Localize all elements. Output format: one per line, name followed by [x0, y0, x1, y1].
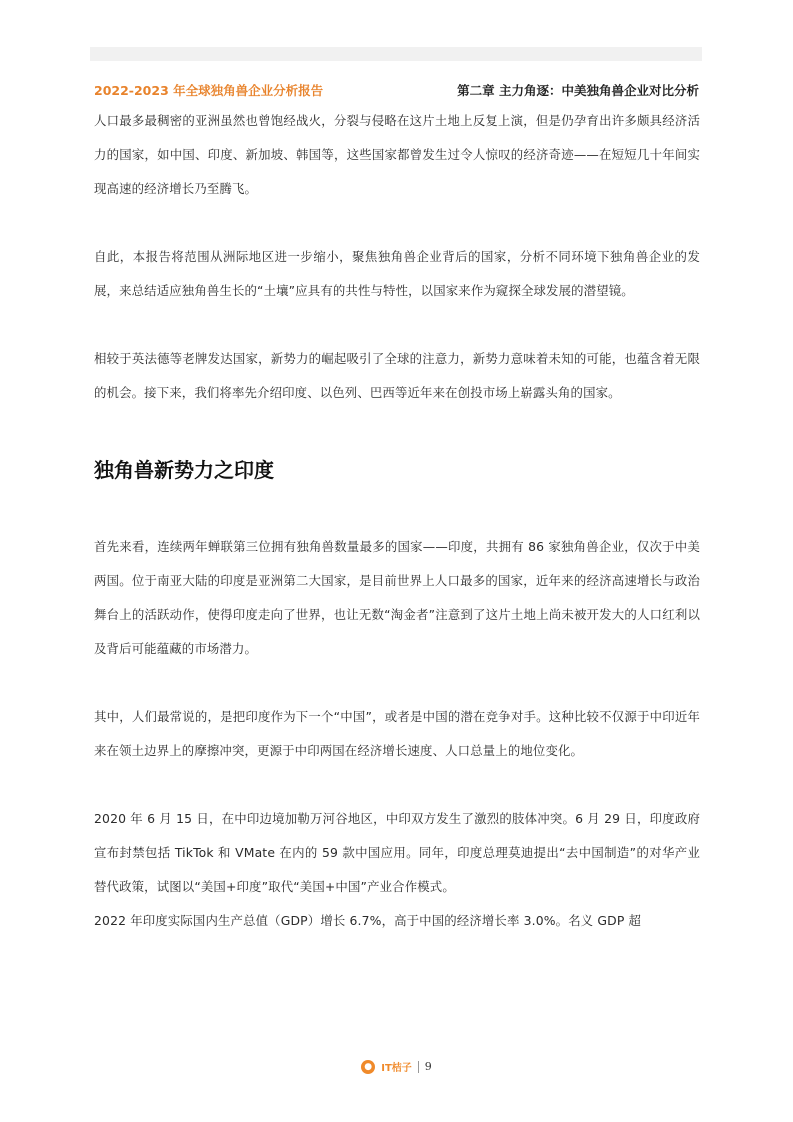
section-heading: 独角兽新势力之印度	[94, 458, 274, 482]
paragraph-gdp: 2022 年印度实际国内生产总值（GDP）增长 6.7%，高于中国的经济增长率 3.0%。名义 GDP 超	[94, 913, 642, 928]
footer-divider	[418, 1061, 419, 1073]
page-number: 9	[424, 1060, 432, 1073]
paragraph-asia: 人口最多最稠密的亚洲虽然也曾饱经战火，分裂与侵略在这片土地上反复上演，但是仍孕育出许多颇具经济活力的国家，如中国、印度、新加坡、韩国等，这些国家都曾发生过令人惊叹的经济奇迹——在短短几十年间实现高速的经济增长乃至腾飞。	[94, 113, 700, 196]
page-content	[94, 104, 700, 938]
chapter-title: 第二章 主力角逐：中美独角兽企业对比分析	[457, 83, 699, 98]
paragraph-comparison: 其中，人们最常说的，是把印度作为下一个“中国”，或者是中国的潜在竞争对手。这种比较不仅源于中印近年来在领土边界上的摩擦冲突，更源于中印两国在经济增长速度、人口总量上的地位变化。	[94, 709, 700, 758]
paragraph-scope: 自此，本报告将范围从洲际地区进一步缩小，聚焦独角兽企业背后的国家，分析不同环境下独角兽企业的发展，来总结适应独角兽生长的“土壤”应具有的共性与特性，以国家来作为窥探全球发展的潜望镜。	[94, 249, 700, 298]
itjuzi-logo-text: IT桔子	[381, 1063, 412, 1074]
report-title: 2022-2023 年全球独角兽企业分析报告	[94, 83, 324, 98]
paragraph-india-intro: 首先来看，连续两年蝉联第三位拥有独角兽数量最多的国家——印度，共拥有 86 家独角兽企业，仅次于中美两国。位于南亚大陆的印度是亚洲第二大国家，是目前世界上人口最多的国家，近年来的经济高速增长与政治舞台上的活跃动作，使得印度走向了世界，也让无数“淘金者”注意到了这片土地上尚未被开发大的人口红利以及背后可能蕴藏的市场潜力。	[94, 539, 700, 656]
page-footer	[0, 1059, 793, 1074]
paragraph-2020-events: 2020 年 6 月 15 日，在中印边境加勒万河谷地区，中印双方发生了激烈的肢体冲突。6 月 29 日，印度政府宣布封禁包括 TikTok 和 VMate 在内的 59 款中国应用。同年，印度总理莫迪提出“去中国制造”的对华产业替代政策，试图以“美国+印度”取代“美国+中国”产业合作模式。	[94, 811, 700, 894]
paragraph-new-forces: 相较于英法德等老牌发达国家，新势力的崛起吸引了全球的注意力，新势力意味着未知的可能，也蕴含着无限的机会。接下来，我们将率先介绍印度、以色列、巴西等近年来在创投市场上崭露头角的国家。	[94, 351, 700, 400]
itjuzi-logo-icon: ●	[361, 1060, 375, 1074]
header-band	[90, 47, 702, 61]
